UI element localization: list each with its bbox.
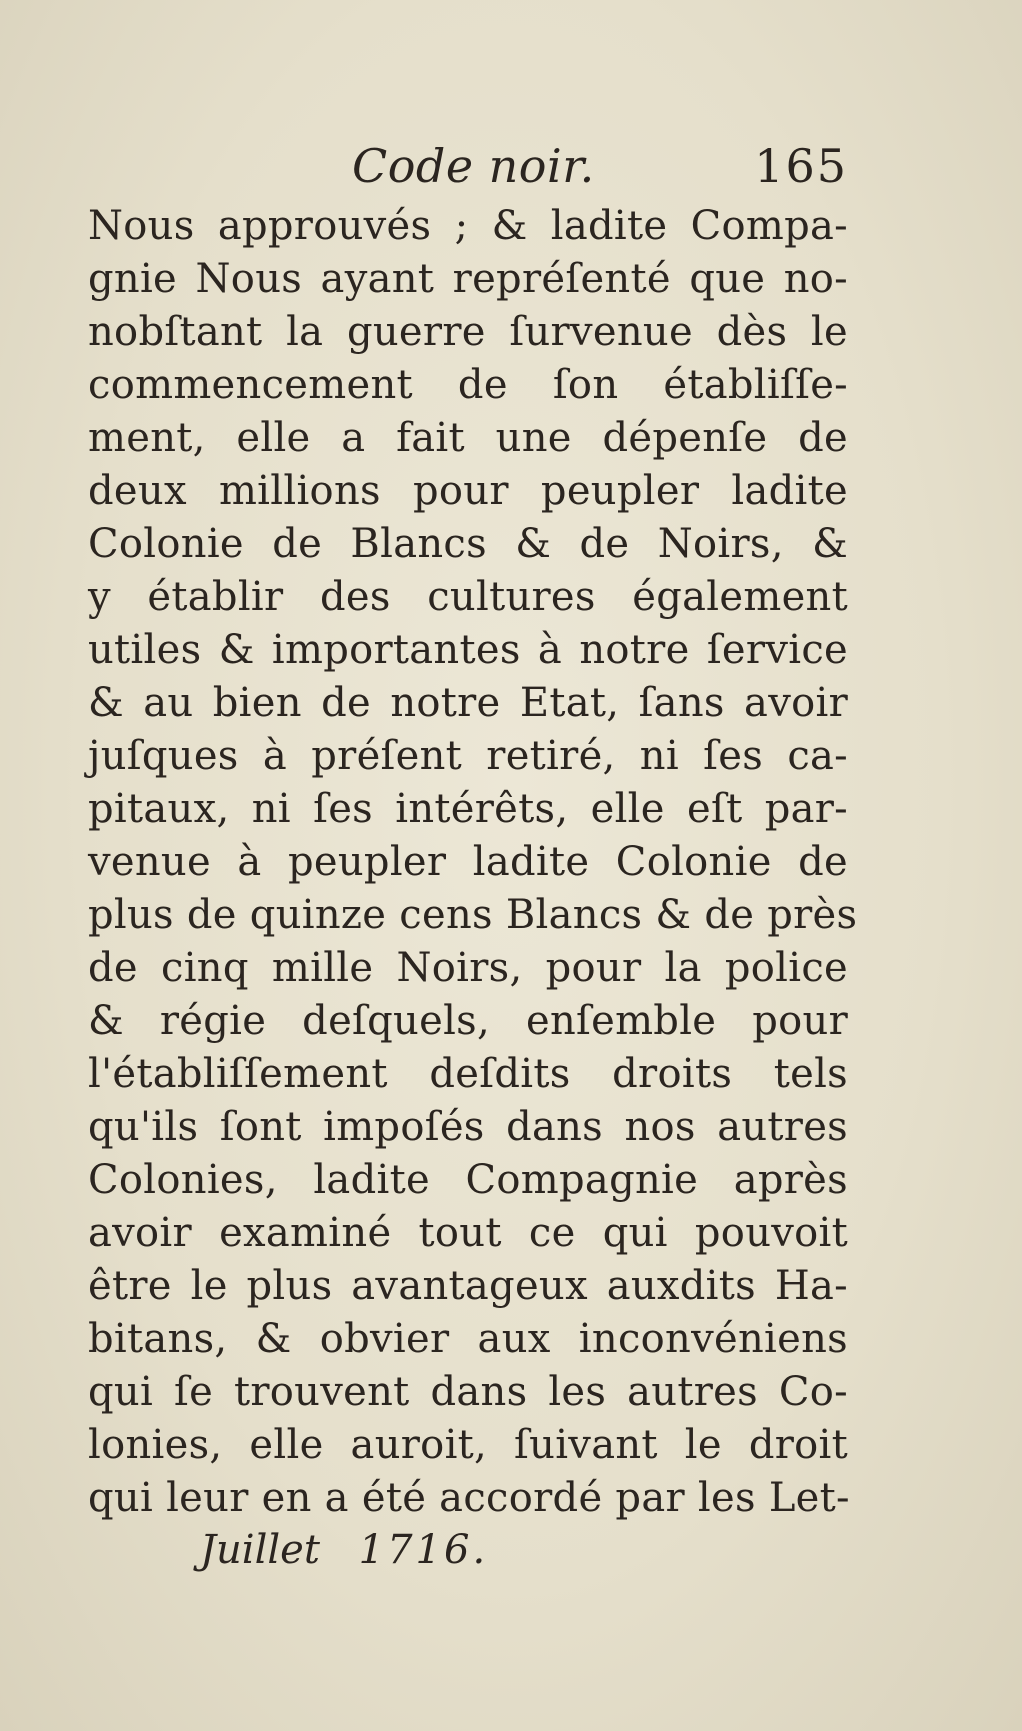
text-line: Colonies, ladite Compagnie après [88, 1157, 848, 1203]
text-line: de cinq mille Noirs, pour la police [88, 945, 848, 991]
page-header [88, 136, 848, 196]
text-line: juſques à préſent retiré, ni ſes ca- [88, 733, 848, 779]
text-line: bitans, & obvier aux inconvéniens [88, 1316, 848, 1362]
text-line: être le plus avantageux auxdits Ha- [88, 1263, 848, 1309]
text-line: y établir des cultures également [88, 574, 848, 620]
text-line: Colonie de Blancs & de Noirs, & [88, 521, 848, 567]
text-line: utiles & importantes à notre ſervice [88, 627, 848, 673]
text-line: pitaux, ni ſes intérêts, elle eſt par- [88, 786, 848, 832]
text-line: commencement de ſon établiſſe- [88, 362, 848, 408]
text-line: qu'ils ſont impoſés dans nos autres [88, 1104, 848, 1150]
text-line: deux millions pour peupler ladite [88, 468, 848, 514]
text-line: plus de quinze cens Blancs & de près [88, 892, 858, 938]
text-line: venue à peupler ladite Colonie de [88, 839, 848, 885]
footer-month: Juillet [200, 1527, 320, 1573]
text-line: qui ſe trouvent dans les autres Co- [88, 1369, 848, 1415]
text-line: l'établiſſement deſdits droits tels [88, 1051, 848, 1097]
text-line: Nous approuvés ; & ladite Compa- [88, 203, 848, 249]
text-line: avoir examiné tout ce qui pouvoit [88, 1210, 848, 1256]
text-line: & régie deſquels, enſemble pour [88, 998, 848, 1044]
text-line: qui leur en a été accordé par les Let- [88, 1475, 850, 1521]
body-text [88, 200, 858, 1525]
text-line: nobſtant la guerre ſurvenue dès le [88, 309, 848, 355]
text-line: gnie Nous ayant repréſenté que no- [88, 256, 848, 302]
page-number: 165 [754, 139, 848, 193]
text-line: lonies, elle auroit, ſuivant le droit [88, 1422, 848, 1468]
footer-year: 1716. [358, 1527, 489, 1573]
text-line: & au bien de notre Etat, ſans avoir [88, 680, 848, 726]
text-line: ment, elle a fait une dépenſe de [88, 415, 848, 461]
running-title: Code noir. [352, 139, 595, 193]
catchword-footer [200, 1520, 488, 1580]
